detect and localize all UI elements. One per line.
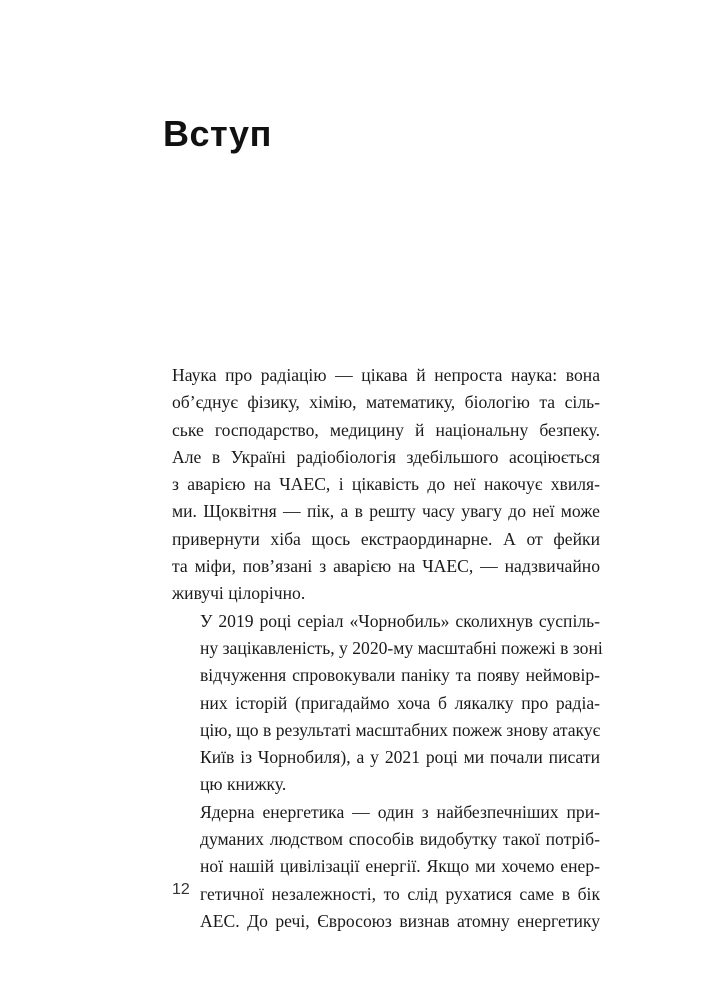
text-line: ну зацікавленість, у 2020-му масштабні пожежі в зоні [200,637,603,658]
text-line: ське господарство, медицину й національну безпеку. [172,419,600,440]
text-line: цю книжку. [200,774,287,795]
text-line: цію, що в результаті масштабних пожеж знову атакує [200,719,601,740]
text-line: відчуження спровокували паніку та появу неймовір- [200,665,600,686]
page-number: 12 [172,881,190,898]
text-line: Київ із Чорнобиля), а у 2021 році ми почали писати [200,747,600,768]
text-line: Наука про радіацію — цікава й непроста наука: вона [172,365,600,385]
text-line: з аварією на ЧАЕС, і цікавість до неї накочує хвиля- [172,474,600,495]
paragraph-1 [172,362,600,608]
text-line: об’єднує фізику, хімію, математику, біологію та сіль- [172,392,600,413]
chapter-title: Вступ [163,113,272,154]
text-line: ми. Щоквітня — пік, а в решту часу увагу до неї може [172,501,600,522]
text-line: Ядерна енергетика — один з найбезпечніших при- [200,801,600,822]
paragraph-3 [172,799,600,935]
body-text [172,362,603,935]
text-line: ної нашій цивілізації енергії. Якщо ми хочемо енер- [200,856,600,877]
text-line: живучі цілорічно. [172,583,306,604]
text-line: У 2019 році серіал «Чорнобиль» сколихнув суспіль- [200,610,600,631]
text-line: гетичної незалежності, то слід рухатися саме в бік [200,883,600,904]
text-line: та міфи, пов’язані з аварією на ЧАЕС, — надзвичайно [172,556,600,577]
text-line: Але в Україні радіобіологія здебільшого асоціюється [172,446,600,467]
text-line: привернути хіба щось екстраординарне. А от фейки [172,528,600,549]
text-line: думаних людством способів видобутку такої потріб- [200,829,600,850]
paragraph-2 [172,608,603,799]
text-line: них історій (пригадаймо хоча б лякалку про радіа- [200,692,600,713]
text-line: АЕС. До речі, Євросоюз визнав атомну енергетику [200,910,600,931]
